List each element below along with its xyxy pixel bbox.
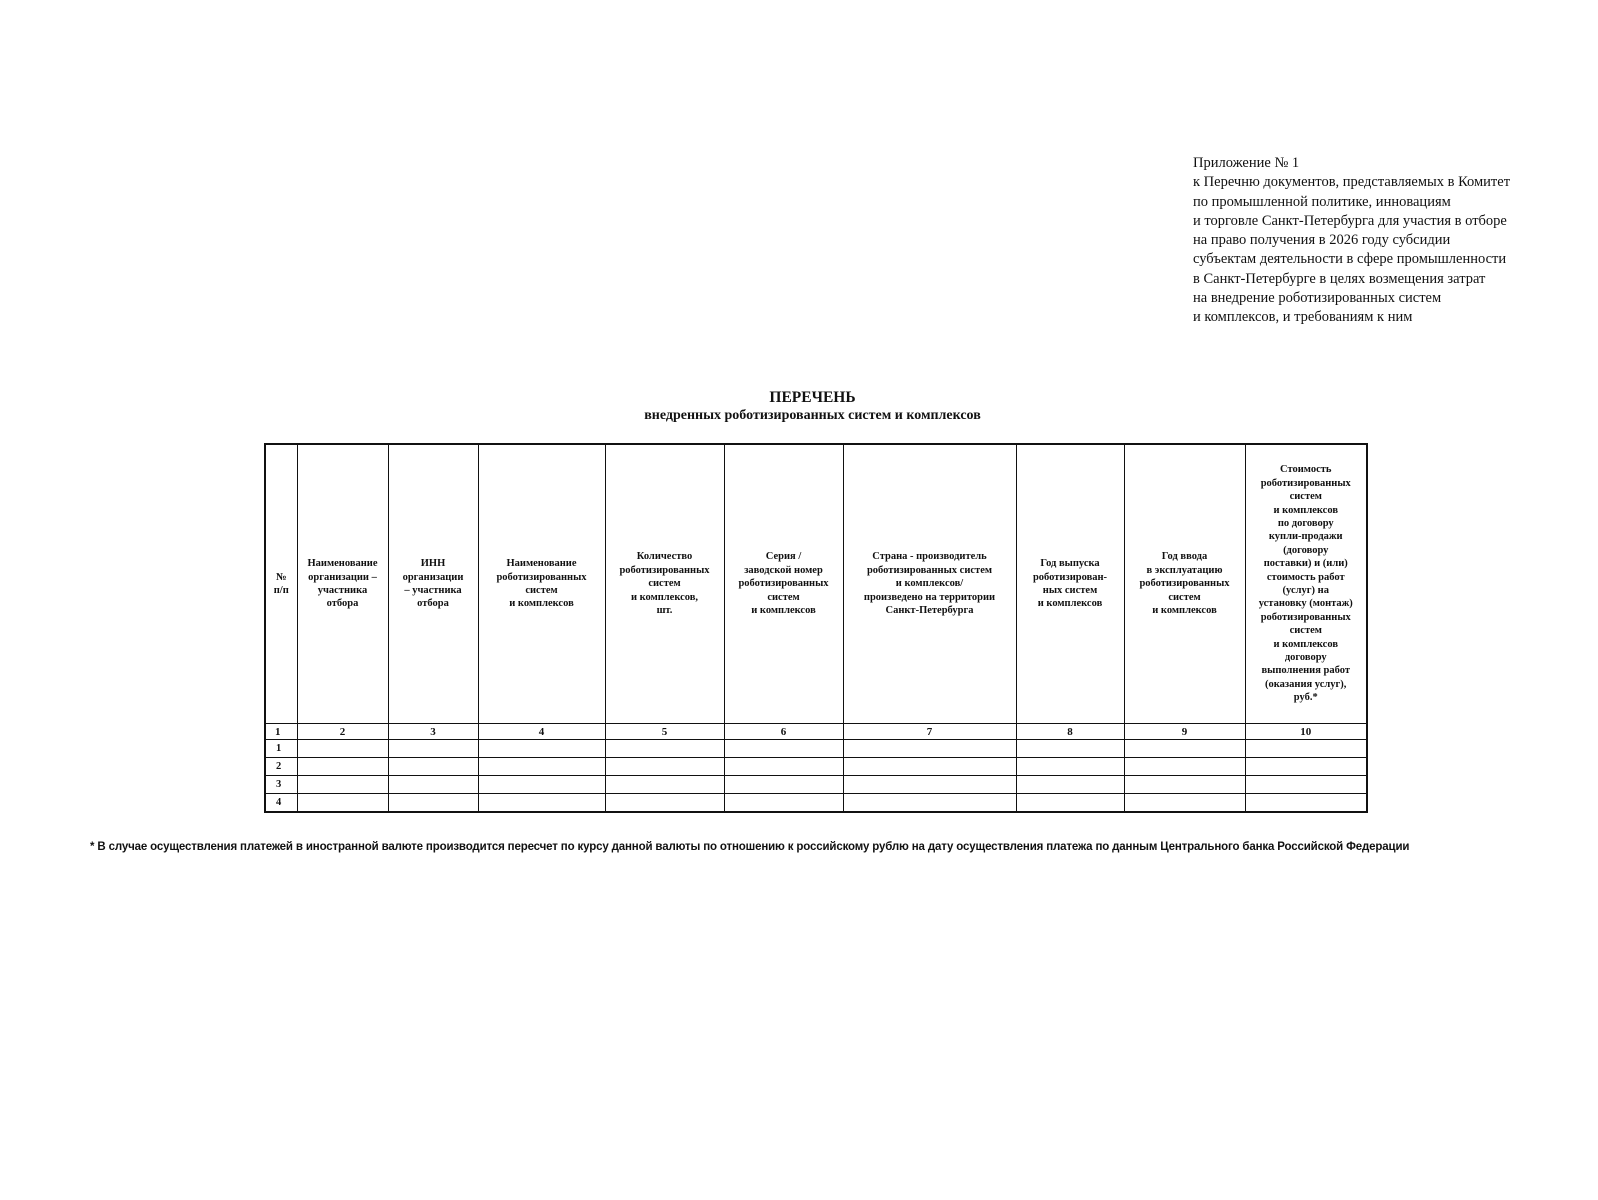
table-cell[interactable] [843, 794, 1016, 813]
table-cell[interactable] [724, 794, 843, 813]
appendix-line: к Перечню документов, представляемых в Комитет [1193, 174, 1511, 191]
column-number: 1 [265, 724, 297, 740]
table-cell[interactable] [478, 740, 605, 758]
header-label: ИНН организации – участника отбора [402, 558, 464, 610]
row-index: 3 [265, 776, 297, 794]
table-cell[interactable] [1124, 776, 1245, 794]
table-cell[interactable] [1245, 740, 1367, 758]
table-cell[interactable] [605, 794, 724, 813]
table-cell[interactable] [297, 758, 388, 776]
title-main: ПЕРЕЧЕНЬ [769, 389, 856, 406]
appendix-line: в Санкт-Петербурге в целях возмещения затрат [1193, 270, 1486, 287]
table-cell[interactable] [1245, 758, 1367, 776]
header-cell-org-name [297, 444, 388, 724]
table-cell[interactable] [297, 740, 388, 758]
table-cell[interactable] [724, 740, 843, 758]
systems-table [264, 443, 1368, 813]
table-row [265, 794, 1367, 813]
table-header-row [265, 444, 1367, 724]
table-cell[interactable] [724, 758, 843, 776]
header-cell-year-made [1016, 444, 1124, 724]
row-index: 2 [265, 758, 297, 776]
column-number: 6 [724, 724, 843, 740]
table-row [265, 740, 1367, 758]
systems-table-container [264, 443, 1366, 813]
table-row [265, 776, 1367, 794]
table-cell[interactable] [724, 776, 843, 794]
header-label: Страна - производитель роботизированных систем и комплексов/ произведено на территории Санкт-Петербурга [863, 551, 996, 617]
appendix-line: и комплексов, и требованиям к ним [1193, 309, 1413, 326]
column-number: 2 [297, 724, 388, 740]
table-cell[interactable] [478, 794, 605, 813]
table-cell[interactable] [388, 776, 478, 794]
column-number: 7 [843, 724, 1016, 740]
appendix-line: и торговле Санкт-Петербурга для участия в отборе [1193, 212, 1507, 229]
appendix-line: Приложение № 1 [1193, 155, 1300, 171]
footnote: * В случае осуществления платежей в иностранной валюте производится пересчет по курсу данной валюты по отношению к российскому рублю на дату осуществления платежа по данным Центрального банка Российской Федерации [90, 841, 1410, 853]
appendix-line: на право получения в 2026 году субсидии [1193, 232, 1451, 249]
document-title [0, 388, 1598, 425]
table-cell[interactable] [605, 758, 724, 776]
table-cell[interactable] [388, 794, 478, 813]
column-number: 4 [478, 724, 605, 740]
table-cell[interactable] [1016, 740, 1124, 758]
column-number: 8 [1016, 724, 1124, 740]
table-cell[interactable] [1124, 740, 1245, 758]
table-cell[interactable] [1016, 758, 1124, 776]
column-number: 9 [1124, 724, 1245, 740]
row-index: 1 [265, 740, 297, 758]
table-cell[interactable] [1245, 794, 1367, 813]
table-row [265, 758, 1367, 776]
header-label: Наименование роботизированных систем и комплексов [496, 558, 587, 610]
header-label: № п/п [273, 571, 289, 596]
table-cell[interactable] [1016, 794, 1124, 813]
header-label: Стоимость роботизированных систем и комплексов по договору купли-продажи (договору поставки) и (или) стоимость работ (услуг) на установку (монтаж) роботизированных систем и комплексов договору выполнения работ (оказания услуг), руб.* [1258, 464, 1353, 704]
header-label: Количество роботизированных систем и комплексов, шт. [619, 551, 710, 617]
table-cell[interactable] [843, 758, 1016, 776]
appendix-note [1193, 154, 1573, 328]
header-cell-serial [724, 444, 843, 724]
table-cell[interactable] [388, 758, 478, 776]
appendix-line: субъектам деятельности в сфере промышленности [1193, 251, 1507, 268]
table-cell[interactable] [843, 776, 1016, 794]
column-number: 3 [388, 724, 478, 740]
table-cell[interactable] [843, 740, 1016, 758]
header-cell-system-name [478, 444, 605, 724]
header-cell-cost [1245, 444, 1367, 724]
table-cell[interactable] [1124, 794, 1245, 813]
table-cell[interactable] [297, 794, 388, 813]
column-number: 5 [605, 724, 724, 740]
header-label: Год ввода в эксплуатацию роботизированных систем и комплексов [1139, 551, 1230, 617]
header-cell-country [843, 444, 1016, 724]
table-cell[interactable] [605, 776, 724, 794]
column-number: 10 [1245, 724, 1367, 740]
header-label: Серия / заводской номер роботизированных систем и комплексов [738, 551, 829, 617]
table-cell[interactable] [478, 776, 605, 794]
header-cell-index [265, 444, 297, 724]
table-cell[interactable] [1124, 758, 1245, 776]
column-number-row [265, 724, 1367, 740]
table-cell[interactable] [297, 776, 388, 794]
header-cell-year-commissioned [1124, 444, 1245, 724]
header-cell-inn [388, 444, 478, 724]
header-label: Наименование организации – участника отбора [307, 558, 378, 610]
header-cell-quantity [605, 444, 724, 724]
table-cell[interactable] [1016, 776, 1124, 794]
title-sub: внедренных роботизированных систем и комплексов [644, 408, 981, 423]
header-label: Год выпуска роботизирован- ных систем и комплексов [1032, 558, 1108, 610]
table-cell[interactable] [605, 740, 724, 758]
row-index: 4 [265, 794, 297, 813]
appendix-line: по промышленной политике, инновациям [1193, 193, 1451, 210]
table-cell[interactable] [478, 758, 605, 776]
appendix-line: на внедрение роботизированных систем [1193, 290, 1442, 307]
table-cell[interactable] [388, 740, 478, 758]
table-cell[interactable] [1245, 776, 1367, 794]
